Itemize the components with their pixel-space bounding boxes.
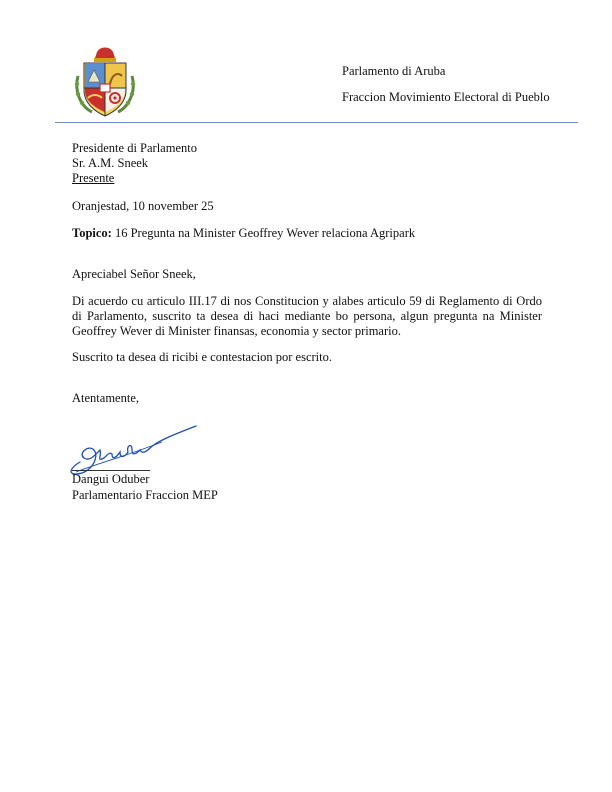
header-divider <box>55 122 578 123</box>
salutation: Apreciabel Señor Sneek, <box>72 267 196 281</box>
date-line: Oranjestad, 10 november 25 <box>72 199 214 213</box>
recipient-title: Presidente di Parlamento <box>72 141 197 155</box>
signer-role: Parlamentario Fraccion MEP <box>72 488 218 502</box>
topic-text: 16 Pregunta na Minister Geoffrey Wever relaciona Agripark <box>111 226 416 240</box>
topic-label: Topico: <box>72 226 112 240</box>
body-paragraph-1: Di acuerdo cu articulo III.17 di nos Constitucion y alabes articulo 59 di Reglamento di Ordo di Parlamento, suscrito ta desea di haci mediante bo persona, algun pregunta na Minister Geoffrey Wever di Minister finansas, economia y sector primario. <box>72 294 542 339</box>
handwritten-signature <box>66 424 202 476</box>
signature-line <box>72 470 150 471</box>
recipient-location: Presente <box>72 171 115 185</box>
recipient-location-wrap <box>72 171 542 186</box>
recipient-name: Sr. A.M. Sneek <box>72 156 149 170</box>
signer-name: Dangui Oduber <box>72 472 150 486</box>
coat-of-arms-icon <box>72 46 138 118</box>
closing: Atentamente, <box>72 391 139 405</box>
body-paragraph-2: Suscrito ta desea di ricibi e contestacion por escrito. <box>72 350 332 364</box>
topic-line <box>72 226 542 241</box>
